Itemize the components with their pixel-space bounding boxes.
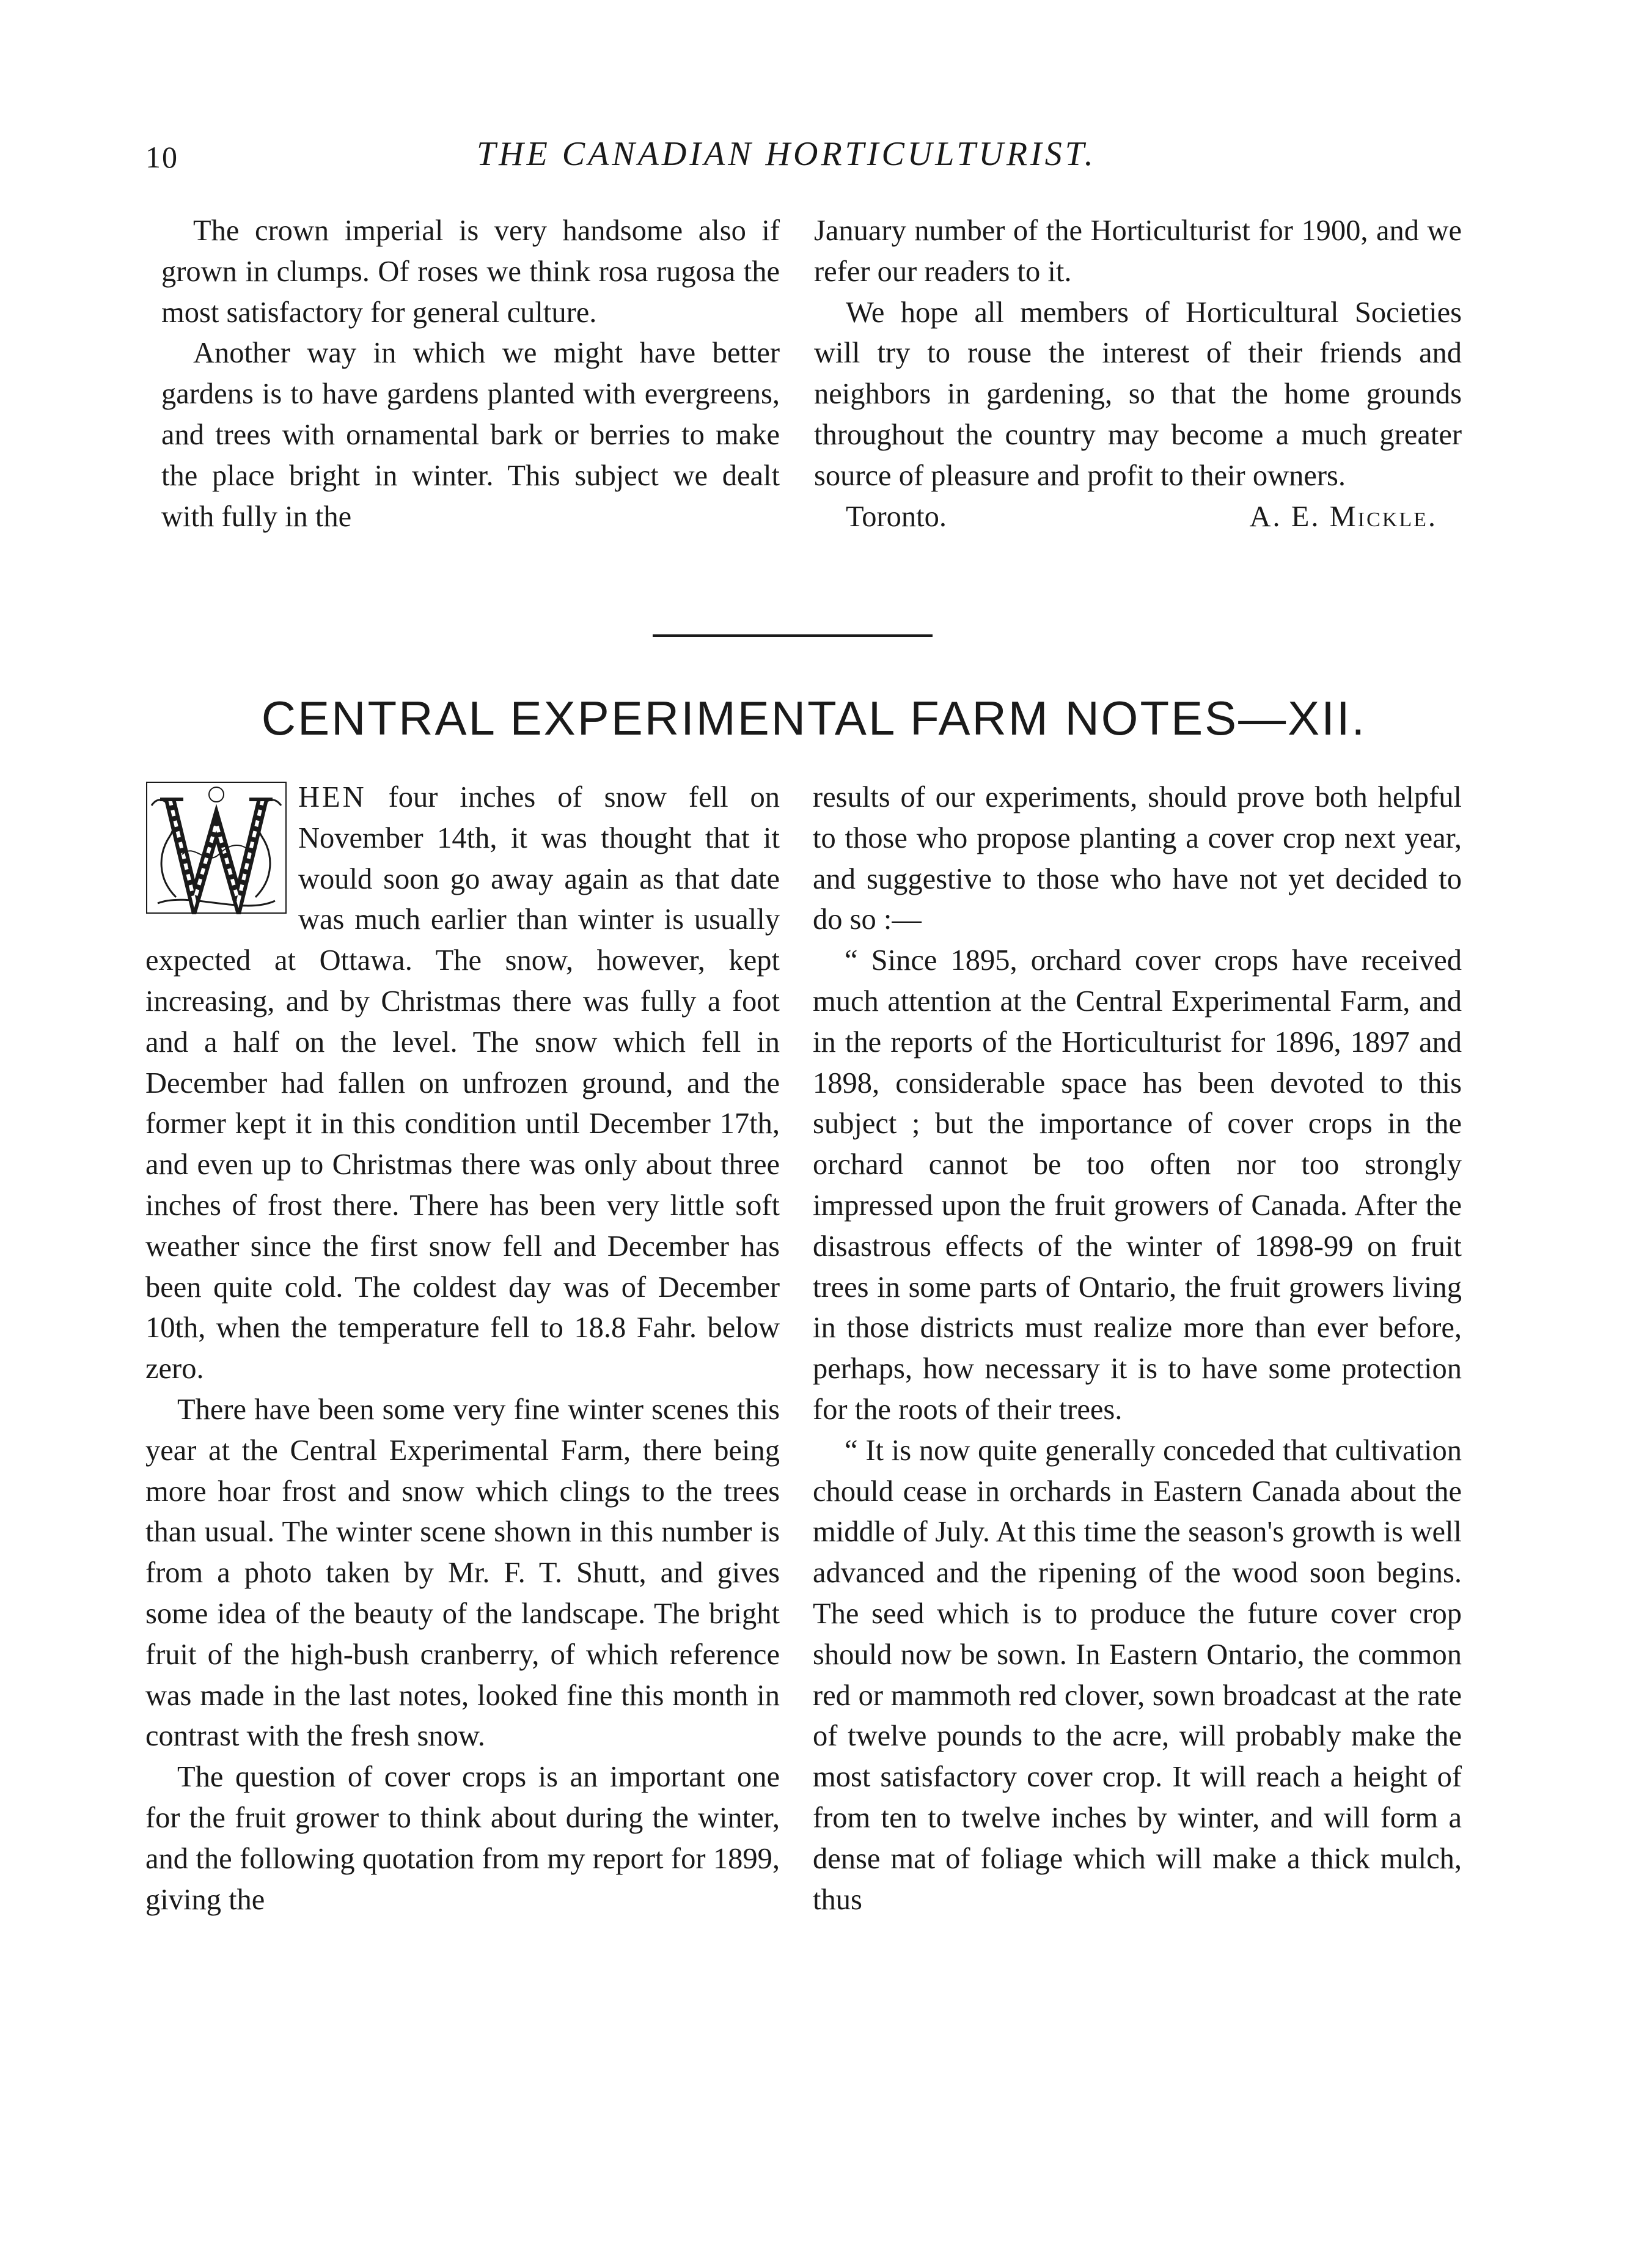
running-title: THE CANADIAN HORTICULTURIST. — [477, 135, 1096, 173]
article-right-column — [813, 777, 1462, 1920]
article-left-column — [145, 777, 780, 1920]
paragraph-text: four inches of snow fell on November 14th, it was thought that it would soon go away again as that date was much earlier than winter is usually expected at Ottawa. The snow, however, kept increasing, and by Christmas there was fully a foot and a half on the level. The snow which fell in December had fallen on unfrozen ground, and the former kept it in this condition until December 17th, and even up to Christmas there was only about three inches of frost there. There has been very little soft weather since the first snow fell and December has been quite cold. The coldest day was of December 10th, when the temperature fell to 18.8 Fahr. below zero. — [145, 781, 780, 1385]
paragraph: “ Since 1895, orchard cover crops have received much attention at the Central Experimental Farm, and in the reports of the Horticulturist for 1896, 1897 and 1898, considerable space has been devoted to this subject ; but the importance of cover crops in the orchard cannot be too often nor too strongly impressed upon the fruit growers of Canada. After the disastrous effects of the winter of 1898-99 on fruit trees in some parts of Ontario, the fruit growers living in those districts must realize more than ever before, perhaps, how necessary it is to have some protection for the roots of their trees. — [813, 944, 1462, 1426]
paragraph: There have been some very fine winter scenes this year at the Central Experimental Farm, there being more hoar frost and snow which clings to the trees than usual. The winter scene shown in this number is from a photo taken by Mr. F. T. Shutt, and gives some idea of the beauty of the landscape. The bright fruit of the high-bush cranberry, of which reference was made in the last notes, looked fine this month in contrast with the fresh snow. — [145, 1393, 780, 1753]
paragraph: We hope all members of Horticultural Societies will try to rouse the interest of their friends and neighbors in gardening, so that the home grounds throughout the country may become a much greater source of pleasure and profit to their owners. — [814, 296, 1462, 492]
paragraph — [145, 777, 780, 1390]
paragraph: The crown imperial is very handsome also if grown in clumps. Of roses we think rosa rugosa the most satisfactory for general culture. — [161, 215, 780, 329]
previous-article-right-column — [814, 211, 1462, 537]
signature-author: A. E. Mickle. — [1249, 500, 1437, 533]
signature — [814, 497, 1462, 538]
previous-article-left-column — [161, 211, 780, 537]
decorative-drop-cap-icon — [145, 781, 287, 914]
signature-place: Toronto. — [846, 500, 947, 533]
article-title: CENTRAL EXPERIMENTAL FARM NOTES—XII. — [261, 691, 1367, 745]
paragraph: The question of cover crops is an important one for the fruit grower to think about during the winter, and the following quotation from my report for 1899, giving the — [145, 1761, 780, 1916]
section-divider — [653, 634, 933, 637]
paragraph: Another way in which we might have better gardens is to have gardens planted with evergreens, and trees with ornamental bark or berries to make the place bright in winter. This subject we dealt with fully in the — [161, 337, 780, 533]
paragraph: results of our experiments, should prove both helpful to those who propose planting a cover crop next year, and suggestive to those who have not yet decided to do so :— — [813, 781, 1462, 936]
paragraph: “ It is now quite generally conceded that cultivation chould cease in orchards in Eastern Canada about the middle of July. At this time the season's growth is well advanced and the ripening of the wood soon begins. The seed which is to produce the future cover crop should now be sown. In Eastern Ontario, the common red or mammoth red clover, sown broadcast at the rate of twelve pounds to the acre, will probably make the most satisfactory cover crop. It will reach a height of from ten to twelve inches by winter, and will form a dense mat of foliage which will make a thick mulch, thus — [813, 1434, 1462, 1916]
lead-capitals: HEN — [298, 781, 367, 813]
page-number: 10 — [145, 140, 178, 174]
paragraph: January number of the Horticulturist for 1900, and we refer our readers to it. — [814, 215, 1462, 288]
